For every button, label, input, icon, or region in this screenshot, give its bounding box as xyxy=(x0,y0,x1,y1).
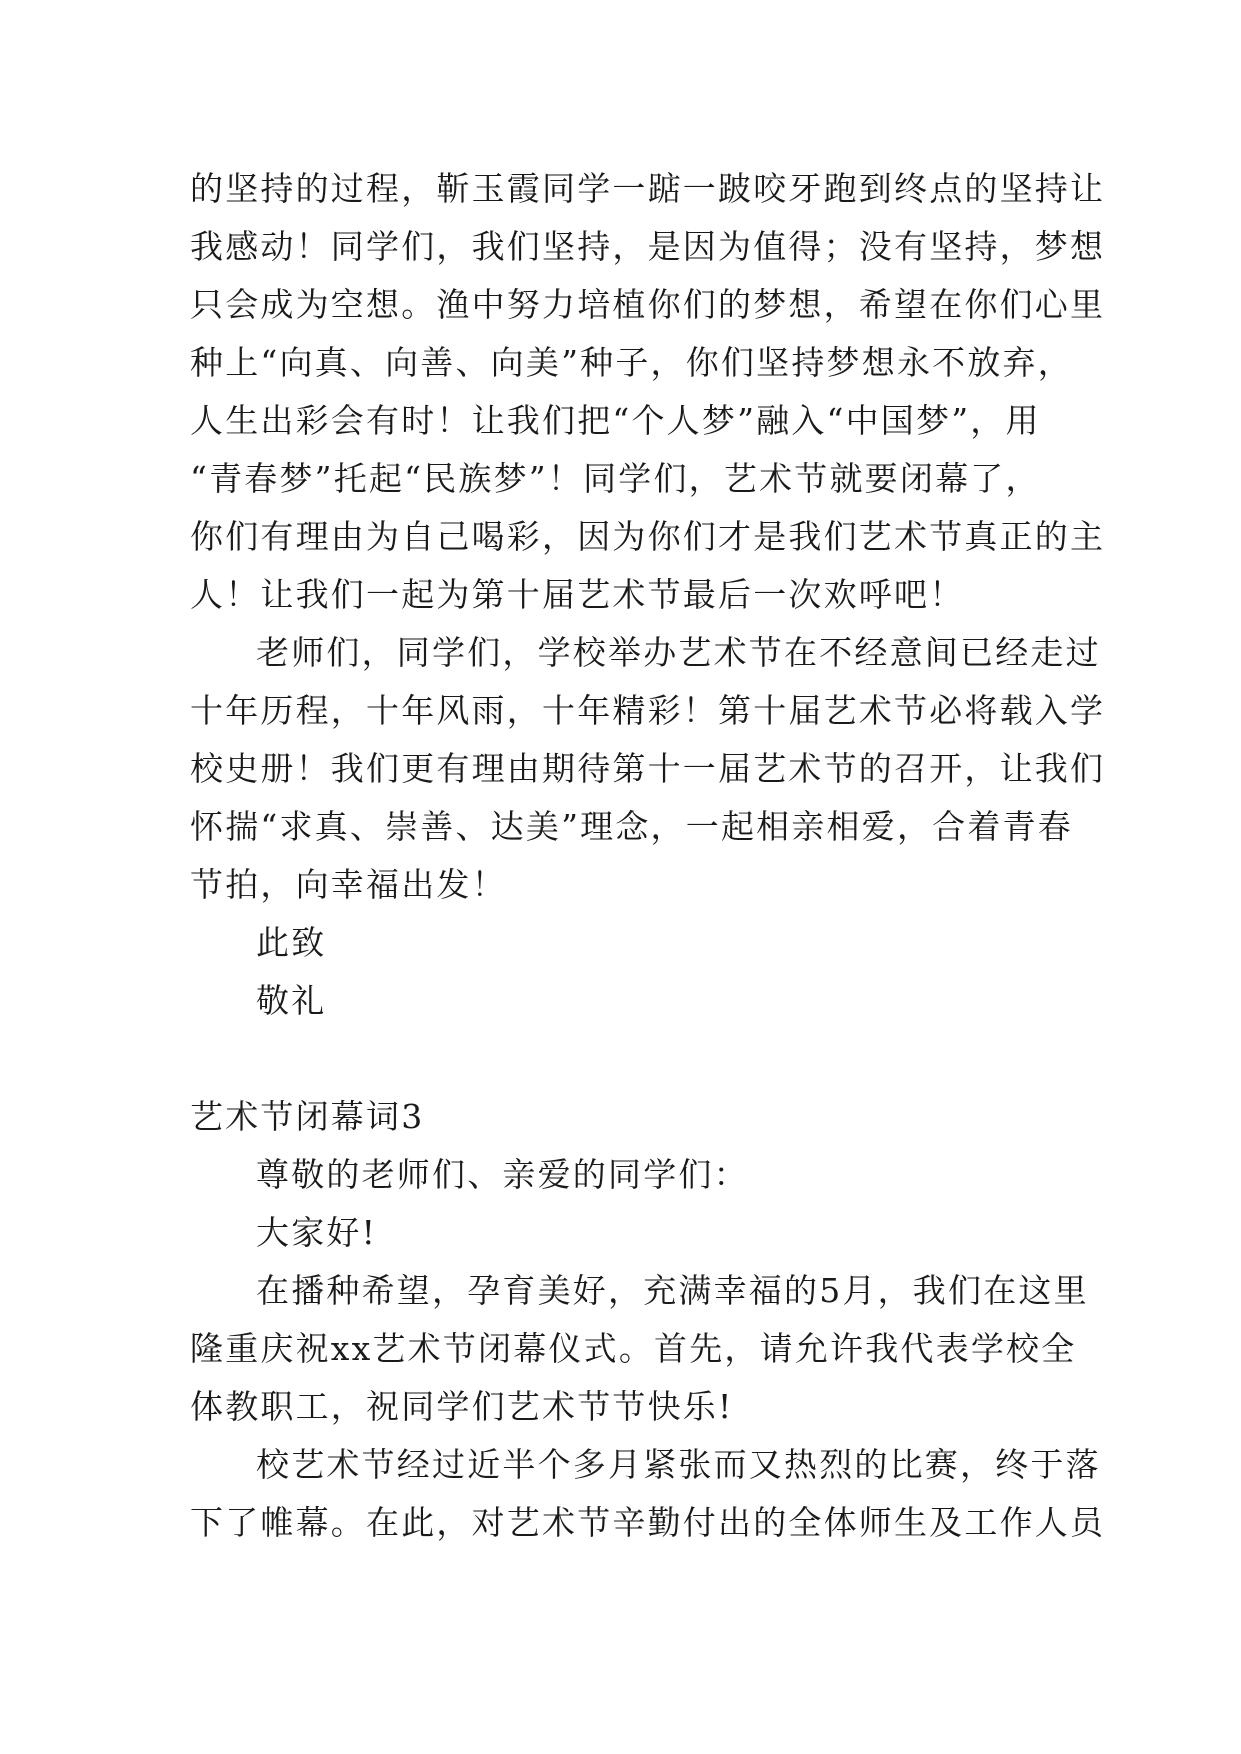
text-line: 十年历程，十年风雨，十年精彩！第十届艺术节必将载入学 xyxy=(190,691,1106,730)
text-line: 怀揣“求真、崇善、达美”理念，一起相亲相爱，合着青春 xyxy=(190,807,1073,846)
text-line: 只会成为空想。渔中努力培植你们的梦想，希望在你们心里 xyxy=(190,285,1106,324)
text-line: 节拍，向幸福出发！ xyxy=(190,865,507,904)
section-heading: 艺术节闭幕词3 xyxy=(190,1097,425,1136)
closing-salutation: 此致 xyxy=(256,923,327,962)
text-line: 人生出彩会有时！让我们把“个人梦”融入“中国梦”，用 xyxy=(190,401,1041,440)
greeting-line: 大家好! xyxy=(256,1213,378,1252)
greeting-line: 尊敬的老师们、亲爱的同学们： xyxy=(256,1155,749,1194)
paragraph-start-line: 在播种希望，孕育美好，充满幸福的5月，我们在这里 xyxy=(256,1271,1089,1310)
text-line: 体教职工，祝同学们艺术节节快乐! xyxy=(190,1387,734,1426)
document-page xyxy=(190,160,1106,1552)
text-line: 我感动！同学们，我们坚持，是因为值得；没有坚持，梦想 xyxy=(190,227,1106,266)
text-line: 人！让我们一起为第十届艺术节最后一次欢呼吧！ xyxy=(190,575,965,614)
paragraph-start-line: 老师们，同学们，学校举办艺术节在不经意间已经走过 xyxy=(256,633,1101,672)
text-line: 的坚持的过程，靳玉霞同学一踮一跛咬牙跑到终点的坚持让 xyxy=(190,169,1106,208)
paragraph-start-line: 校艺术节经过近半个多月紧张而又热烈的比赛，终于落 xyxy=(256,1445,1101,1484)
text-line: 校史册！我们更有理由期待第十一届艺术节的召开，让我们 xyxy=(190,749,1106,788)
closing-regards: 敬礼 xyxy=(256,981,327,1020)
text-line: 隆重庆祝xx艺术节闭幕仪式。首先，请允许我代表学校全 xyxy=(190,1329,1077,1368)
text-line: 种上“向真、向善、向美”种子，你们坚持梦想永不放弃， xyxy=(190,343,1073,382)
section-gap xyxy=(190,1030,1050,1088)
text-line: 下了帷幕。在此，对艺术节辛勤付出的全体师生及工作人员 xyxy=(190,1503,1106,1542)
text-line: “青春梦”托起“民族梦”！同学们，艺术节就要闭幕了， xyxy=(190,459,1041,498)
text-line: 你们有理由为自己喝彩，因为你们才是我们艺术节真正的主 xyxy=(190,517,1106,556)
